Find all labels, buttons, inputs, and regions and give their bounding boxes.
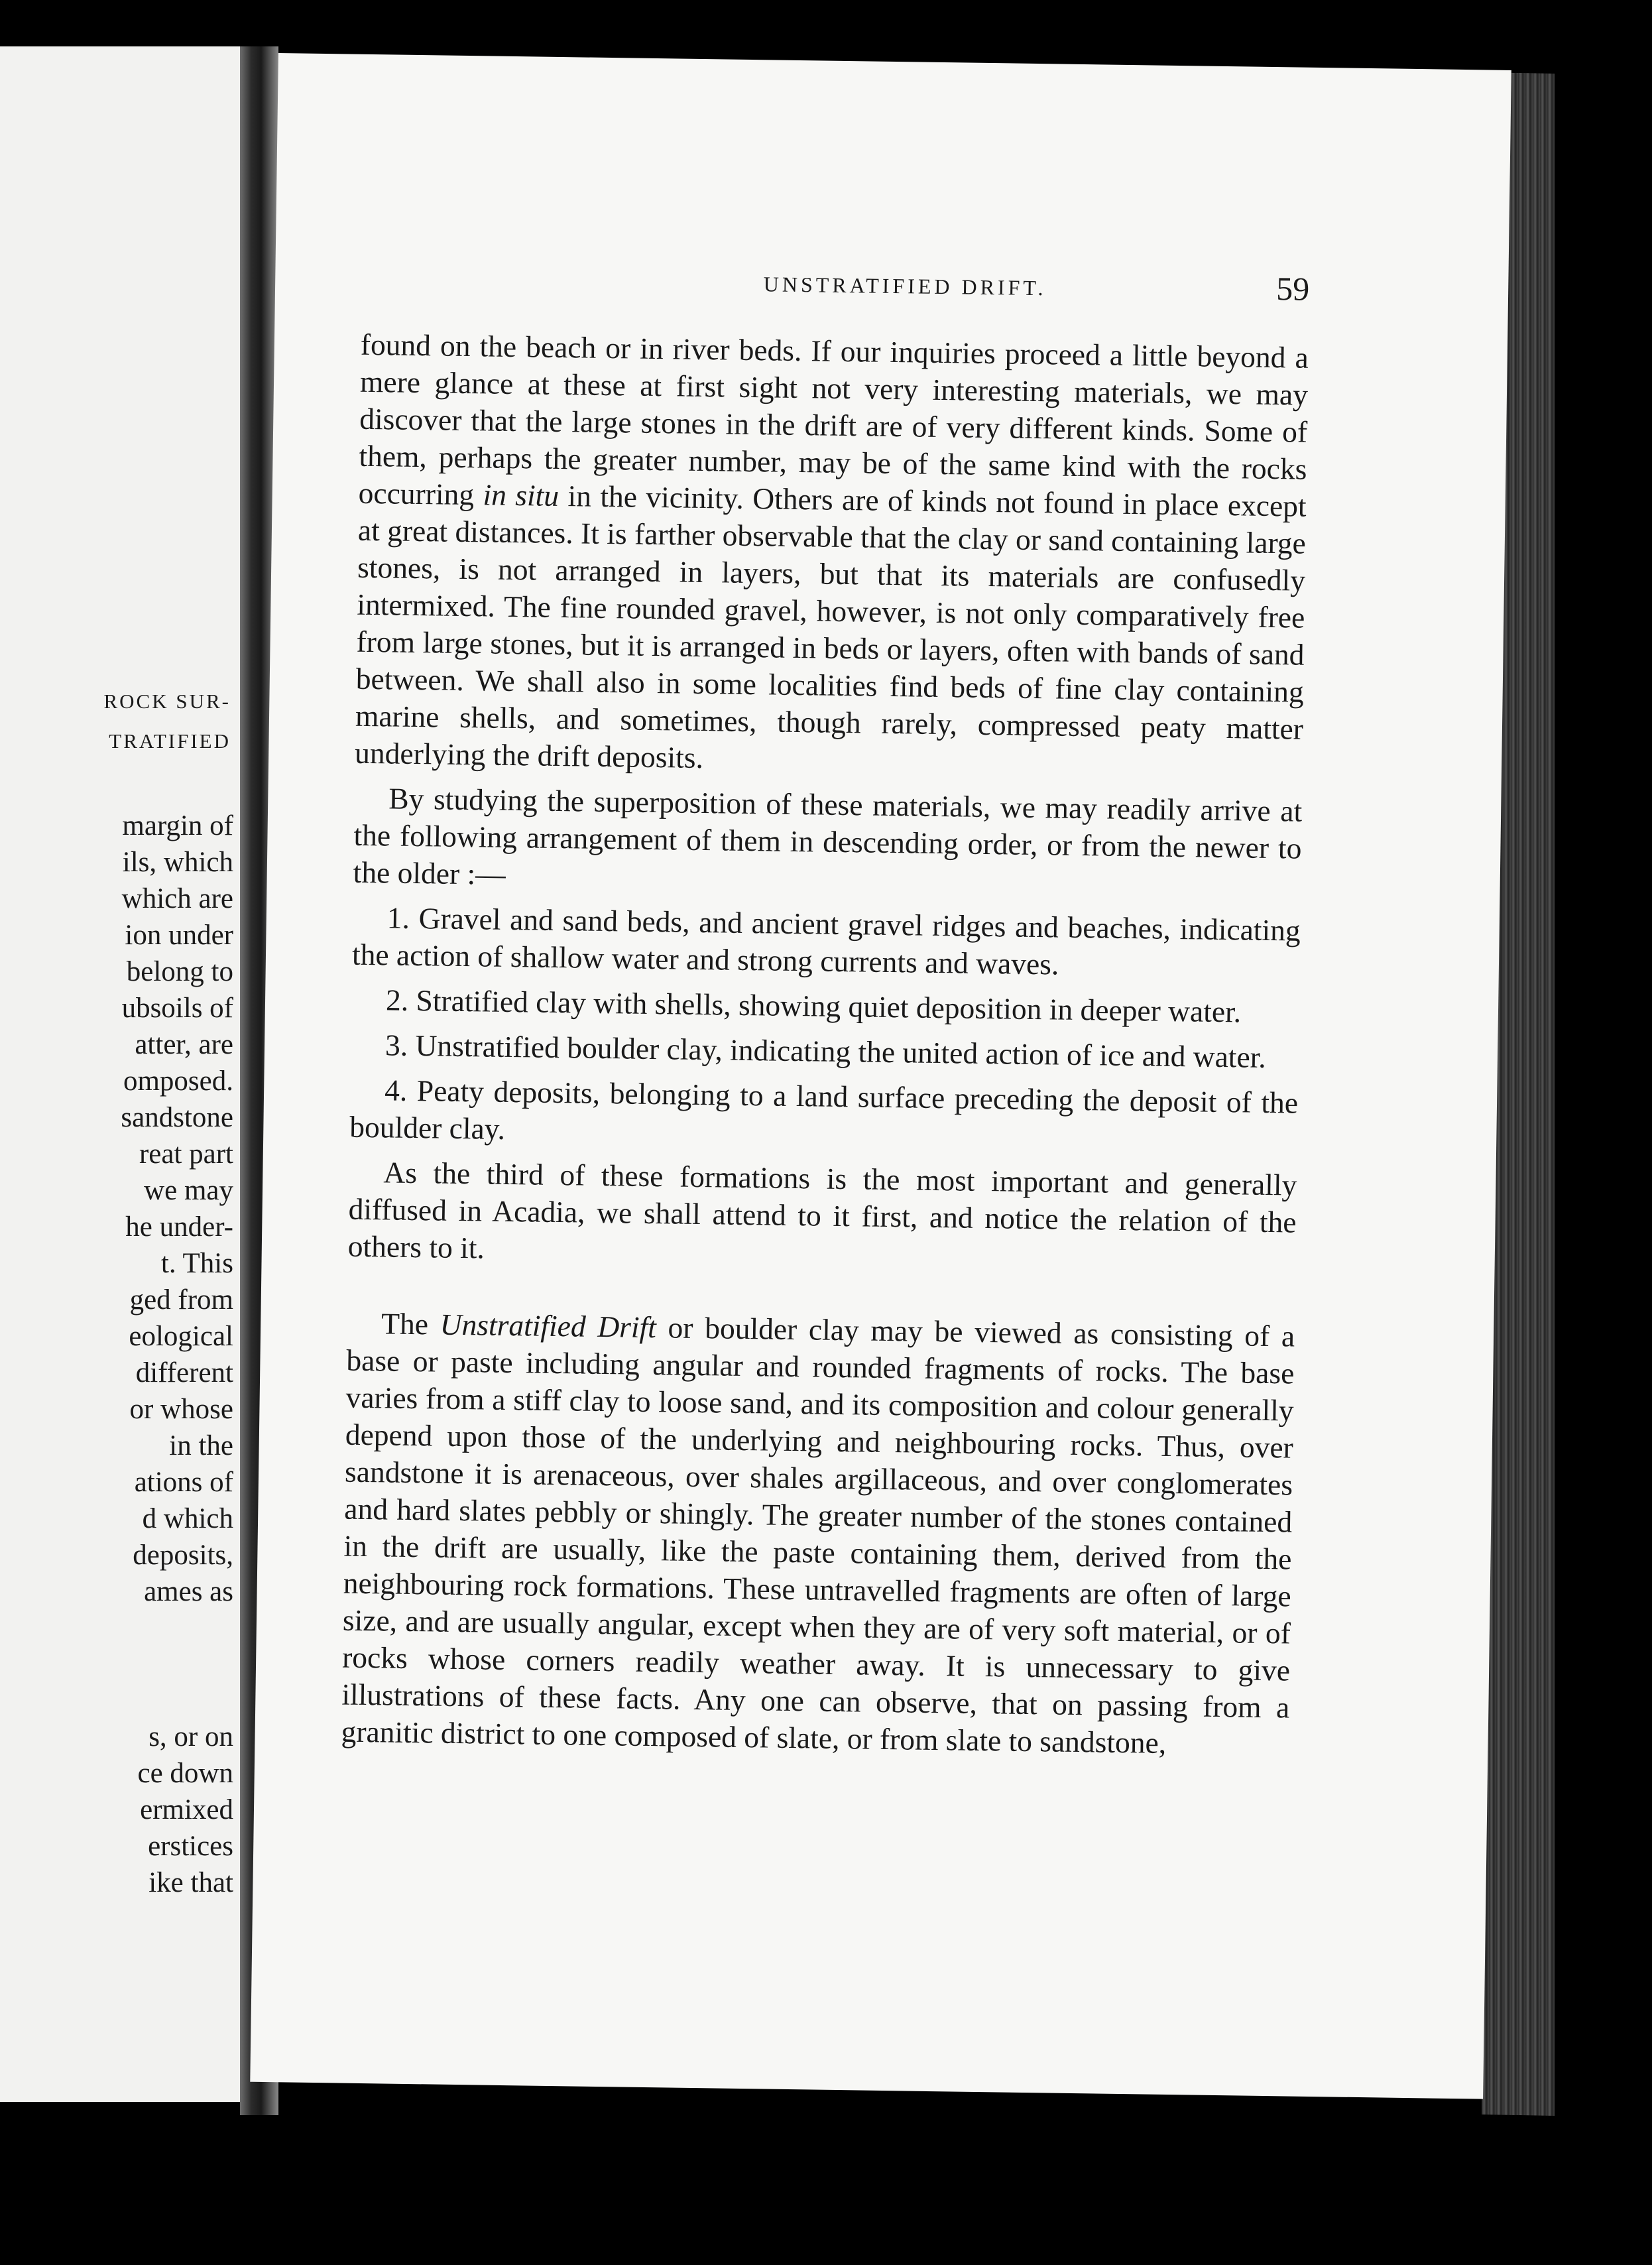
left-text-line: which are xyxy=(121,883,233,914)
left-text-line: different xyxy=(135,1357,233,1388)
left-text-line: in the xyxy=(169,1430,233,1461)
left-text-line: d which xyxy=(142,1503,233,1534)
left-text-line: we may xyxy=(144,1175,233,1206)
left-text-line: ce down xyxy=(137,1758,233,1789)
page-number: 59 xyxy=(1275,270,1310,308)
list-item: 4. Peaty deposits, belonging to a land surface preceding the deposit of the boulder clay. xyxy=(349,1073,1299,1146)
left-text-line: ged from xyxy=(129,1284,233,1316)
left-text-line: or whose xyxy=(129,1394,233,1425)
paragraph: As the third of these formations is the most important and generally diffused in Acadia, we shall attend to it first, and notice the relation of the others to it. xyxy=(347,1155,1297,1265)
list-item: 2. Stratified clay with shells, showing quiet deposition in deeper water. xyxy=(385,983,1242,1029)
page-body xyxy=(341,326,1309,1764)
left-text-line: ames as xyxy=(144,1576,233,1607)
list-item: 1. Gravel and sand beds, and ancient gravel ridges and beaches, indicating the action of shallow water and strong currents and waves. xyxy=(351,900,1301,981)
left-text-line: he under- xyxy=(125,1211,233,1243)
left-text-line: reat part xyxy=(139,1138,233,1170)
right-page xyxy=(250,53,1511,2099)
running-head: UNSTRATIFIED DRIFT. xyxy=(763,272,1047,300)
left-heading-line-1: ROCK SUR- xyxy=(103,690,231,713)
left-heading-line-2: TRATIFIED xyxy=(109,729,231,753)
left-facing-page xyxy=(0,46,240,2102)
left-text-line: atter, are xyxy=(135,1029,233,1060)
left-text-line: deposits, xyxy=(133,1540,233,1571)
list-item: 3. Unstratified boulder clay, indicating the united action of ice and water. xyxy=(384,1028,1267,1074)
left-text-line: belong to xyxy=(126,956,233,987)
left-text-line: sandstone xyxy=(121,1102,233,1133)
left-text-line: ations of xyxy=(134,1467,233,1498)
paragraph: The Unstratified Drift or boulder clay may be viewed as consisting of a base or paste including angular and rounded fragments of rocks. The base varies from a stiff clay to loose sand, and its composition and colour generally depend upon those of the underlying and neighbouring rocks. Thus, over sandstone it is arenaceous, over shales argillaceous, and over conglomerates and hard slates pebbly or shingly. The greater number of the stones contained in the drift are usually, like the paste containing them, derived from the neighbouring rock formations. These untravelled fragments are often of large size, and are usually angular, except when they are of very soft material, or of rocks whose corners readily weather away. It is unnecessary to give illustrations of these facts. Any one can observe, that on passing from a granitic district to one composed of slate, or from slate to sandstone, xyxy=(341,1306,1295,1760)
left-text-line: margin of xyxy=(122,810,233,841)
left-text-line: t. This xyxy=(160,1248,233,1279)
left-text-line: omposed. xyxy=(123,1066,233,1097)
left-text-line: s, or on xyxy=(148,1721,233,1752)
left-text-line: ion under xyxy=(125,920,233,951)
left-text-line: ubsoils of xyxy=(121,993,233,1024)
paragraph: found on the beach or in river beds. If our inquiries proceed a little beyond a mere glance at these at first sight not very interesting materials, we may discover that the large stones in the drift are of very different kinds. Some of them, perhaps the greater number, may be of the same kind with the rocks occurring in situ in the vicinity. Others are of kinds not found in place except at great distances. It is farther observable that the clay or sand containing large stones, is not arranged in layers, but that its materials are confusedly intermixed. The fine rounded gravel, however, is not only comparatively free from large stones, but it is arranged in beds or layers, often with bands of sand between. We shall also in some localities find beds of fine clay containing marine shells, and sometimes, though rarely, compressed peaty matter underlying the drift deposits. xyxy=(354,327,1309,775)
paragraph: By studying the superposition of these materials, we may readily arrive at the following arrangement of them in descending order, or from the newer to the older :— xyxy=(353,781,1303,891)
left-text-line: ils, which xyxy=(122,847,233,878)
left-text-line: eological xyxy=(129,1321,233,1352)
left-text-line: ermixed xyxy=(140,1794,233,1825)
left-text-line: ike that xyxy=(148,1867,233,1898)
left-text-line: erstices xyxy=(148,1831,233,1862)
